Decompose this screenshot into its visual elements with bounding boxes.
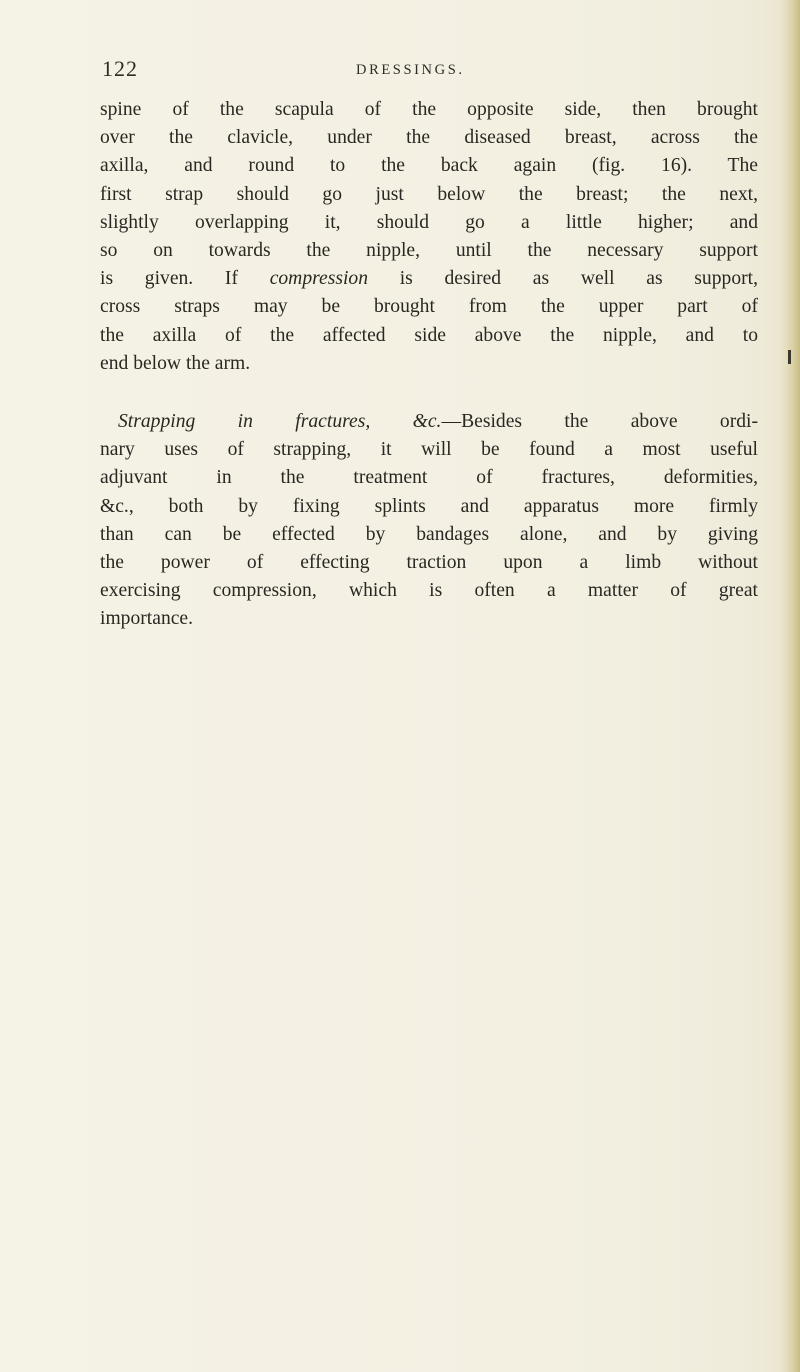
text-line: axilla, and round to the back again (fig. 16). The [100, 155, 758, 177]
margin-mark [788, 350, 791, 364]
text-line: first strap should go just below the breast; the next, [100, 183, 758, 205]
text-line: so on towards the nipple, until the necessary support [100, 240, 758, 262]
text-line: over the clavicle, under the diseased breast, across the [100, 127, 758, 149]
text-line [100, 265, 758, 293]
page-edge-shadow [778, 0, 800, 1372]
text-line [100, 408, 758, 436]
text-line: &c., both by fixing splints and apparatus more firmly [100, 495, 758, 517]
text-line: adjuvant in the treatment of fractures, deformities, [100, 467, 758, 489]
text-line: the power of effecting traction upon a limb without [100, 552, 758, 574]
italic-term: compression [269, 268, 369, 290]
body-text [100, 96, 758, 634]
paragraph-2 [100, 408, 758, 634]
running-head: DRESSINGS. [356, 62, 465, 78]
text-line: the axilla of the affected side above the nipple, and to [100, 324, 758, 346]
text-fragment: is given. If [100, 268, 270, 290]
text-line: importance. [100, 608, 194, 630]
text-fragment: —Besides the above ordi- [441, 411, 758, 433]
paragraph-1 [100, 96, 758, 378]
text-line: end below the arm. [100, 352, 251, 374]
text-line: spine of the scapula of the opposite side, then brought [100, 99, 758, 120]
text-line: cross straps may be brought from the upper part of [100, 296, 758, 318]
text-line: nary uses of strapping, it will be found a most useful [100, 439, 758, 461]
text-line: exercising compression, which is often a matter of great [100, 580, 758, 602]
text-line: slightly overlapping it, should go a little higher; and [100, 211, 758, 233]
paragraph-gap [100, 378, 758, 408]
text-fragment: is desired as well as support, [368, 268, 758, 290]
section-heading: Strapping in fractures, &c. [118, 411, 442, 433]
page-number: 122 [102, 56, 138, 81]
text-line: than can be effected by bandages alone, and by giving [100, 523, 758, 545]
